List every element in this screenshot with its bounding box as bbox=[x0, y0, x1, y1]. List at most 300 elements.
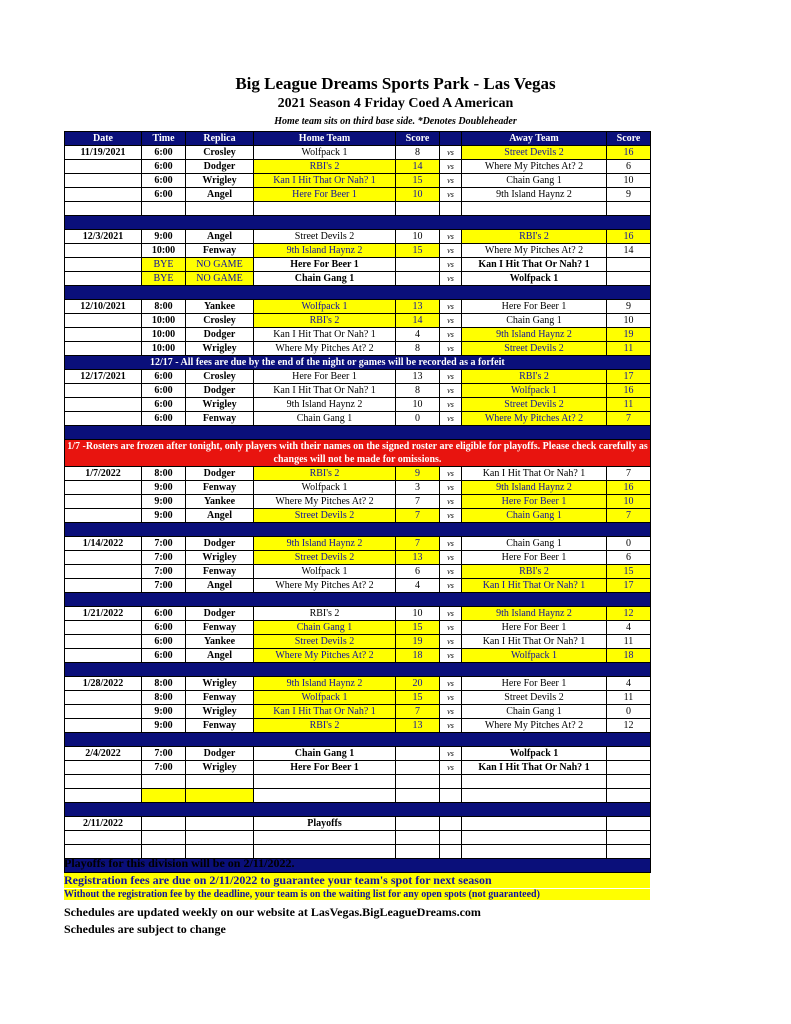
time-cell: 7:00 bbox=[142, 747, 186, 761]
home-score-cell: 9 bbox=[396, 467, 440, 481]
empty-cell bbox=[254, 831, 396, 845]
home-score-cell: 4 bbox=[396, 328, 440, 342]
away-team-cell: Wolfpack 1 bbox=[462, 384, 607, 398]
away-team-cell: 9th Island Haynz 2 bbox=[462, 481, 607, 495]
away-score-cell: 11 bbox=[607, 398, 651, 412]
vs-cell: vs bbox=[440, 272, 462, 286]
date-cell bbox=[65, 328, 142, 342]
away-team-cell: Wolfpack 1 bbox=[462, 747, 607, 761]
home-team-cell: Kan I Hit That Or Nah? 1 bbox=[254, 384, 396, 398]
week-separator bbox=[65, 286, 651, 300]
home-score-cell: 13 bbox=[396, 551, 440, 565]
col-vs bbox=[440, 132, 462, 146]
away-score-cell: 4 bbox=[607, 677, 651, 691]
date-cell: 12/10/2021 bbox=[65, 300, 142, 314]
col-home-team: Home Team bbox=[254, 132, 396, 146]
week-separator bbox=[65, 593, 651, 607]
away-score-cell: 15 bbox=[607, 565, 651, 579]
home-score-cell: 10 bbox=[396, 607, 440, 621]
away-team-cell: Kan I Hit That Or Nah? 1 bbox=[462, 579, 607, 593]
schedule-table bbox=[64, 131, 651, 873]
home-score-cell: 8 bbox=[396, 342, 440, 356]
empty-cell bbox=[462, 202, 607, 216]
replica-cell: Dodger bbox=[186, 607, 254, 621]
vs-cell: vs bbox=[440, 747, 462, 761]
game-row bbox=[65, 649, 651, 663]
home-score-cell: 13 bbox=[396, 300, 440, 314]
vs-cell: vs bbox=[440, 579, 462, 593]
away-score-cell: 18 bbox=[607, 649, 651, 663]
header-row bbox=[65, 132, 651, 146]
game-row bbox=[65, 230, 651, 244]
separator-cell bbox=[65, 523, 651, 537]
vs-cell: vs bbox=[440, 300, 462, 314]
date-cell bbox=[65, 495, 142, 509]
away-score-cell: 6 bbox=[607, 160, 651, 174]
home-score-cell: 7 bbox=[396, 537, 440, 551]
away-score-cell: 10 bbox=[607, 174, 651, 188]
home-score-cell bbox=[396, 258, 440, 272]
game-row bbox=[65, 509, 651, 523]
home-score-cell: 7 bbox=[396, 705, 440, 719]
game-row bbox=[65, 621, 651, 635]
away-team-cell: Where My Pitches At? 2 bbox=[462, 412, 607, 426]
away-score-cell: 14 bbox=[607, 244, 651, 258]
week-separator bbox=[65, 216, 651, 230]
time-cell: 6:00 bbox=[142, 160, 186, 174]
game-row bbox=[65, 467, 651, 481]
away-score-cell bbox=[607, 747, 651, 761]
date-cell bbox=[65, 342, 142, 356]
empty-cell bbox=[440, 845, 462, 859]
separator-cell bbox=[65, 593, 651, 607]
col-away-score: Score bbox=[607, 132, 651, 146]
game-row bbox=[65, 481, 651, 495]
date-cell bbox=[65, 272, 142, 286]
game-row bbox=[65, 607, 651, 621]
empty-cell bbox=[607, 775, 651, 789]
replica-cell: Wrigley bbox=[186, 342, 254, 356]
empty-cell bbox=[462, 789, 607, 803]
empty-cell bbox=[607, 817, 651, 831]
away-score-cell bbox=[607, 258, 651, 272]
game-row bbox=[65, 370, 651, 384]
game-row bbox=[65, 244, 651, 258]
home-score-cell: 8 bbox=[396, 384, 440, 398]
game-row bbox=[65, 300, 651, 314]
season-subtitle: 2021 Season 4 Friday Coed A American bbox=[277, 96, 514, 111]
separator-cell bbox=[65, 286, 651, 300]
away-team-cell: Here For Beer 1 bbox=[462, 621, 607, 635]
empty-cell bbox=[65, 789, 142, 803]
empty-cell bbox=[142, 775, 186, 789]
vs-cell: vs bbox=[440, 370, 462, 384]
change-note: Schedules are subject to change bbox=[64, 922, 226, 936]
away-team-cell: RBI's 2 bbox=[462, 230, 607, 244]
away-team-cell: Here For Beer 1 bbox=[462, 495, 607, 509]
home-team-cell: 9th Island Haynz 2 bbox=[254, 398, 396, 412]
replica-cell: Fenway bbox=[186, 481, 254, 495]
away-team-cell: Chain Gang 1 bbox=[462, 174, 607, 188]
separator-cell bbox=[65, 426, 651, 440]
home-team-cell: Wolfpack 1 bbox=[254, 146, 396, 160]
home-score-cell bbox=[396, 747, 440, 761]
vs-cell: vs bbox=[440, 635, 462, 649]
home-team-cell: Kan I Hit That Or Nah? 1 bbox=[254, 328, 396, 342]
vs-cell: vs bbox=[440, 160, 462, 174]
home-team-cell: Wolfpack 1 bbox=[254, 691, 396, 705]
away-score-cell: 11 bbox=[607, 691, 651, 705]
time-cell: 6:00 bbox=[142, 607, 186, 621]
away-team-cell: 9th Island Haynz 2 bbox=[462, 607, 607, 621]
vs-cell: vs bbox=[440, 244, 462, 258]
home-team-cell: Wolfpack 1 bbox=[254, 481, 396, 495]
away-score-cell: 16 bbox=[607, 230, 651, 244]
date-cell: 11/19/2021 bbox=[65, 146, 142, 160]
replica-cell: Yankee bbox=[186, 300, 254, 314]
vs-cell: vs bbox=[440, 328, 462, 342]
game-row bbox=[65, 272, 651, 286]
away-score-cell: 4 bbox=[607, 621, 651, 635]
replica-cell: Wrigley bbox=[186, 174, 254, 188]
home-score-cell: 6 bbox=[396, 565, 440, 579]
replica-cell: Angel bbox=[186, 649, 254, 663]
fee-notice-row bbox=[65, 356, 651, 370]
time-cell: 6:00 bbox=[142, 146, 186, 160]
game-row bbox=[65, 761, 651, 775]
time-cell: 7:00 bbox=[142, 761, 186, 775]
empty-cell bbox=[440, 817, 462, 831]
vs-cell: vs bbox=[440, 621, 462, 635]
time-cell: 6:00 bbox=[142, 384, 186, 398]
week-separator bbox=[65, 663, 651, 677]
empty-cell bbox=[65, 202, 142, 216]
week-separator bbox=[65, 426, 651, 440]
away-score-cell: 7 bbox=[607, 467, 651, 481]
home-score-cell bbox=[396, 761, 440, 775]
replica-cell: Fenway bbox=[186, 691, 254, 705]
replica-cell: Dodger bbox=[186, 384, 254, 398]
vs-cell: vs bbox=[440, 719, 462, 733]
home-score-cell: 13 bbox=[396, 370, 440, 384]
away-team-cell: Where My Pitches At? 2 bbox=[462, 160, 607, 174]
home-team-cell: Here For Beer 1 bbox=[254, 258, 396, 272]
game-row bbox=[65, 677, 651, 691]
date-cell: 1/21/2022 bbox=[65, 607, 142, 621]
time-cell: 6:00 bbox=[142, 370, 186, 384]
date-cell bbox=[65, 258, 142, 272]
game-row bbox=[65, 258, 651, 272]
home-team-cell: Where My Pitches At? 2 bbox=[254, 579, 396, 593]
replica-cell: Crosley bbox=[186, 370, 254, 384]
vs-cell: vs bbox=[440, 677, 462, 691]
empty-cell bbox=[142, 202, 186, 216]
home-score-cell: 14 bbox=[396, 314, 440, 328]
home-team-cell: Street Devils 2 bbox=[254, 509, 396, 523]
blank-row bbox=[65, 202, 651, 216]
date-cell bbox=[65, 579, 142, 593]
date-cell bbox=[65, 719, 142, 733]
vs-cell: vs bbox=[440, 509, 462, 523]
date-cell bbox=[65, 551, 142, 565]
game-row bbox=[65, 188, 651, 202]
game-row bbox=[65, 160, 651, 174]
time-cell: 8:00 bbox=[142, 691, 186, 705]
away-team-cell: Street Devils 2 bbox=[462, 691, 607, 705]
home-score-cell bbox=[396, 272, 440, 286]
separator-cell bbox=[65, 663, 651, 677]
game-row bbox=[65, 342, 651, 356]
replica-cell: Dodger bbox=[186, 160, 254, 174]
replica-cell: Wrigley bbox=[186, 677, 254, 691]
game-row bbox=[65, 384, 651, 398]
separator-cell bbox=[65, 216, 651, 230]
home-score-cell: 0 bbox=[396, 412, 440, 426]
replica-cell: Dodger bbox=[186, 467, 254, 481]
date-cell bbox=[65, 174, 142, 188]
away-score-cell bbox=[607, 761, 651, 775]
home-team-cell: Kan I Hit That Or Nah? 1 bbox=[254, 174, 396, 188]
home-team-cell: RBI's 2 bbox=[254, 719, 396, 733]
date-cell: 1/28/2022 bbox=[65, 677, 142, 691]
vs-cell: vs bbox=[440, 188, 462, 202]
game-row bbox=[65, 565, 651, 579]
time-cell: 10:00 bbox=[142, 314, 186, 328]
home-team-cell: Chain Gang 1 bbox=[254, 272, 396, 286]
empty-cell bbox=[440, 202, 462, 216]
time-cell: 10:00 bbox=[142, 342, 186, 356]
home-team-cell: 9th Island Haynz 2 bbox=[254, 537, 396, 551]
col-time: Time bbox=[142, 132, 186, 146]
empty-cell bbox=[186, 202, 254, 216]
vs-cell: vs bbox=[440, 384, 462, 398]
replica-cell: Fenway bbox=[186, 244, 254, 258]
date-cell bbox=[65, 691, 142, 705]
time-cell: 9:00 bbox=[142, 230, 186, 244]
away-score-cell: 11 bbox=[607, 342, 651, 356]
empty-cell bbox=[186, 831, 254, 845]
away-score-cell: 17 bbox=[607, 370, 651, 384]
empty-cell bbox=[462, 831, 607, 845]
time-cell: 6:00 bbox=[142, 621, 186, 635]
week-separator bbox=[65, 523, 651, 537]
away-team-cell: Kan I Hit That Or Nah? 1 bbox=[462, 761, 607, 775]
empty-cell bbox=[396, 775, 440, 789]
away-team-cell: Here For Beer 1 bbox=[462, 300, 607, 314]
away-score-cell: 12 bbox=[607, 607, 651, 621]
col-replica: Replica bbox=[186, 132, 254, 146]
home-team-cell: Where My Pitches At? 2 bbox=[254, 495, 396, 509]
date-cell bbox=[65, 621, 142, 635]
game-row bbox=[65, 551, 651, 565]
empty-cell bbox=[607, 845, 651, 859]
time-cell: 10:00 bbox=[142, 244, 186, 258]
replica-cell: Crosley bbox=[186, 146, 254, 160]
home-score-cell: 7 bbox=[396, 509, 440, 523]
vs-cell: vs bbox=[440, 537, 462, 551]
home-score-cell: 13 bbox=[396, 719, 440, 733]
date-cell: 2/4/2022 bbox=[65, 747, 142, 761]
replica-cell: Angel bbox=[186, 509, 254, 523]
away-team-cell: Kan I Hit That Or Nah? 1 bbox=[462, 635, 607, 649]
home-team-cell: Here For Beer 1 bbox=[254, 188, 396, 202]
empty-cell bbox=[440, 831, 462, 845]
away-score-cell: 7 bbox=[607, 412, 651, 426]
home-team-cell: Here For Beer 1 bbox=[254, 761, 396, 775]
game-row bbox=[65, 635, 651, 649]
home-team-cell: Street Devils 2 bbox=[254, 635, 396, 649]
vs-cell: vs bbox=[440, 342, 462, 356]
game-row bbox=[65, 579, 651, 593]
away-team-cell: Kan I Hit That Or Nah? 1 bbox=[462, 467, 607, 481]
away-team-cell: RBI's 2 bbox=[462, 370, 607, 384]
vs-cell: vs bbox=[440, 481, 462, 495]
week-separator bbox=[65, 803, 651, 817]
playoffs-note: Playoffs for this division will be on 2/11/2022. bbox=[64, 856, 295, 870]
empty-cell bbox=[440, 789, 462, 803]
game-row bbox=[65, 412, 651, 426]
date-cell: 12/3/2021 bbox=[65, 230, 142, 244]
empty-cell bbox=[462, 845, 607, 859]
fee-notice: 12/17 - All fees are due by the end of the night or games will be recorded as a forfeit bbox=[65, 356, 651, 370]
time-cell: 10:00 bbox=[142, 328, 186, 342]
vs-cell: vs bbox=[440, 691, 462, 705]
home-team-cell: Wolfpack 1 bbox=[254, 565, 396, 579]
away-team-cell: Wolfpack 1 bbox=[462, 649, 607, 663]
date-cell: 1/7/2022 bbox=[65, 467, 142, 481]
empty-cell bbox=[462, 817, 607, 831]
vs-cell: vs bbox=[440, 314, 462, 328]
vs-cell: vs bbox=[440, 230, 462, 244]
away-team-cell: RBI's 2 bbox=[462, 565, 607, 579]
empty-cell bbox=[607, 831, 651, 845]
separator-cell bbox=[65, 733, 651, 747]
home-team-cell: Chain Gang 1 bbox=[254, 621, 396, 635]
away-team-cell: Here For Beer 1 bbox=[462, 551, 607, 565]
vs-cell: vs bbox=[440, 565, 462, 579]
roster-notice-row bbox=[65, 440, 651, 467]
empty-cell bbox=[440, 775, 462, 789]
empty-cell bbox=[462, 775, 607, 789]
game-row bbox=[65, 705, 651, 719]
game-row bbox=[65, 691, 651, 705]
home-score-cell: 15 bbox=[396, 174, 440, 188]
empty-cell bbox=[607, 202, 651, 216]
col-home-score: Score bbox=[396, 132, 440, 146]
time-cell: BYE bbox=[142, 258, 186, 272]
away-score-cell: 6 bbox=[607, 551, 651, 565]
date-cell bbox=[65, 481, 142, 495]
empty-cell bbox=[186, 789, 254, 803]
away-score-cell: 0 bbox=[607, 705, 651, 719]
home-team-cell: Kan I Hit That Or Nah? 1 bbox=[254, 705, 396, 719]
park-title: Big League Dreams Sports Park - Las Vegas bbox=[235, 74, 556, 93]
date-cell: 12/17/2021 bbox=[65, 370, 142, 384]
home-score-cell: 8 bbox=[396, 146, 440, 160]
away-team-cell: Wolfpack 1 bbox=[462, 272, 607, 286]
time-cell: 6:00 bbox=[142, 635, 186, 649]
away-score-cell: 17 bbox=[607, 579, 651, 593]
vs-cell: vs bbox=[440, 705, 462, 719]
replica-cell: Fenway bbox=[186, 621, 254, 635]
vs-cell: vs bbox=[440, 398, 462, 412]
date-cell bbox=[65, 649, 142, 663]
replica-cell bbox=[186, 817, 254, 831]
away-score-cell: 7 bbox=[607, 509, 651, 523]
away-score-cell: 19 bbox=[607, 328, 651, 342]
game-row bbox=[65, 719, 651, 733]
replica-cell: NO GAME bbox=[186, 272, 254, 286]
home-score-cell: 10 bbox=[396, 188, 440, 202]
time-cell: 6:00 bbox=[142, 174, 186, 188]
time-cell: BYE bbox=[142, 272, 186, 286]
home-score-cell: 3 bbox=[396, 481, 440, 495]
empty-cell bbox=[254, 775, 396, 789]
away-team-cell: Where My Pitches At? 2 bbox=[462, 719, 607, 733]
home-score-cell: 7 bbox=[396, 495, 440, 509]
home-team-cell: RBI's 2 bbox=[254, 607, 396, 621]
vs-cell: vs bbox=[440, 174, 462, 188]
home-team-cell: Chain Gang 1 bbox=[254, 412, 396, 426]
away-team-cell: Where My Pitches At? 2 bbox=[462, 244, 607, 258]
home-score-cell: 15 bbox=[396, 621, 440, 635]
empty-cell bbox=[65, 831, 142, 845]
home-score-cell: 18 bbox=[396, 649, 440, 663]
time-cell: 7:00 bbox=[142, 537, 186, 551]
registration-note: Registration fees are due on 2/11/2022 to guarantee your team's spot for next season bbox=[64, 873, 650, 888]
game-row bbox=[65, 537, 651, 551]
date-cell: 1/14/2022 bbox=[65, 537, 142, 551]
home-team-cell: Where My Pitches At? 2 bbox=[254, 342, 396, 356]
date-cell bbox=[65, 412, 142, 426]
away-score-cell: 12 bbox=[607, 719, 651, 733]
away-score-cell: 10 bbox=[607, 495, 651, 509]
replica-cell: Fenway bbox=[186, 565, 254, 579]
game-row bbox=[65, 747, 651, 761]
time-cell: 7:00 bbox=[142, 551, 186, 565]
empty-cell bbox=[65, 775, 142, 789]
replica-cell: Dodger bbox=[186, 747, 254, 761]
separator-cell bbox=[65, 803, 651, 817]
time-cell: 6:00 bbox=[142, 398, 186, 412]
time-cell: 6:00 bbox=[142, 412, 186, 426]
home-team-cell: RBI's 2 bbox=[254, 314, 396, 328]
time-cell: 7:00 bbox=[142, 579, 186, 593]
date-cell bbox=[65, 244, 142, 258]
home-score-cell: 10 bbox=[396, 230, 440, 244]
replica-cell: Dodger bbox=[186, 328, 254, 342]
home-team-note: Home team sits on third base side. *Denotes Doubleheader bbox=[274, 116, 517, 127]
away-team-cell: Street Devils 2 bbox=[462, 398, 607, 412]
empty-cell bbox=[254, 202, 396, 216]
replica-cell: Wrigley bbox=[186, 761, 254, 775]
col-away-team: Away Team bbox=[462, 132, 607, 146]
empty-cell bbox=[142, 831, 186, 845]
home-team-cell: Wolfpack 1 bbox=[254, 300, 396, 314]
time-cell: 8:00 bbox=[142, 467, 186, 481]
website-note: Schedules are updated weekly on our website at LasVegas.BigLeagueDreams.com bbox=[64, 905, 481, 919]
home-team-cell: Chain Gang 1 bbox=[254, 747, 396, 761]
time-cell: 9:00 bbox=[142, 705, 186, 719]
away-team-cell: 9th Island Haynz 2 bbox=[462, 328, 607, 342]
replica-cell: Wrigley bbox=[186, 398, 254, 412]
empty-cell bbox=[396, 831, 440, 845]
replica-cell: NO GAME bbox=[186, 258, 254, 272]
date-cell bbox=[65, 398, 142, 412]
away-score-cell: 0 bbox=[607, 537, 651, 551]
time-cell: 9:00 bbox=[142, 481, 186, 495]
time-cell: 9:00 bbox=[142, 495, 186, 509]
